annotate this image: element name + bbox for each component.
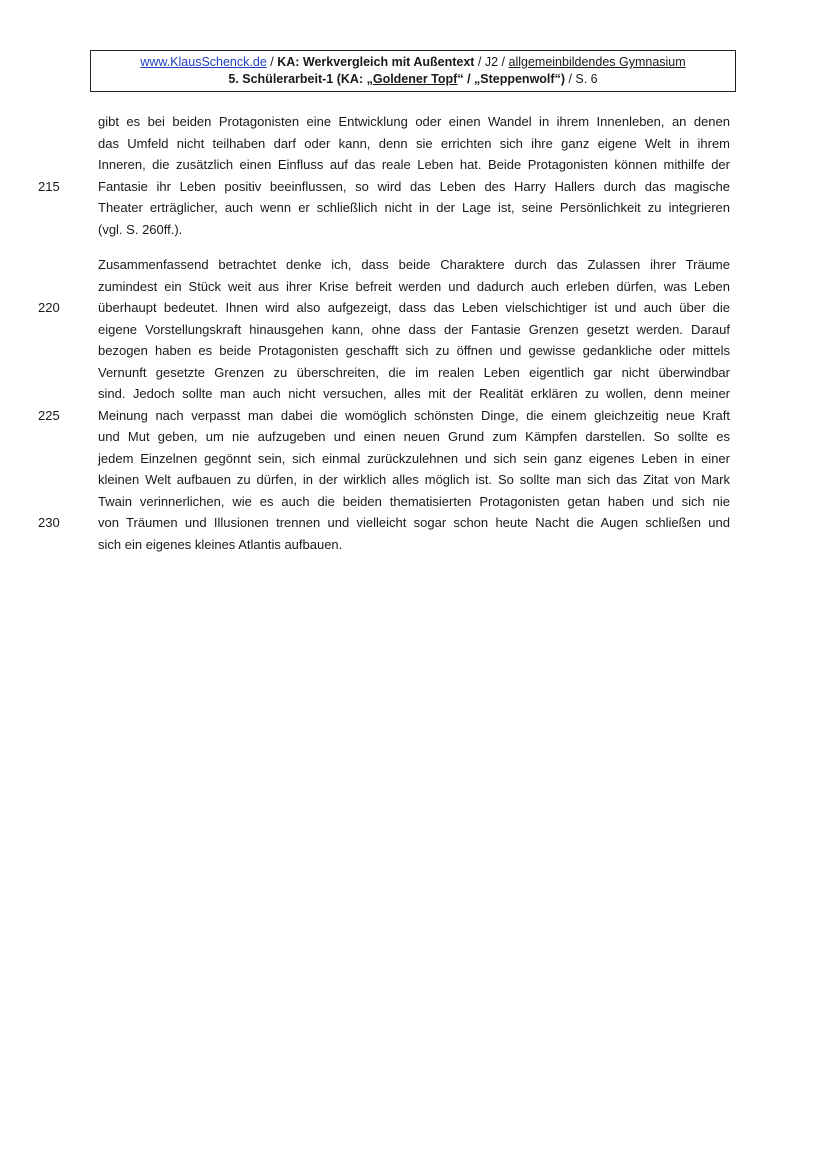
- header-page-number: / S. 6: [564, 72, 598, 86]
- line-text: Twain verinnerlichen, wie es auch die beiden thematisierten Protagonisten getan haben und sich nie: [98, 493, 730, 509]
- header-title-prefix: 5. Schülerarbeit-1 (KA: „: [228, 72, 373, 86]
- header-separator: /: [266, 55, 278, 69]
- line-number: 225: [38, 407, 60, 423]
- line-text: kleinen Welt aufbauen zu dürfen, in der wirklich alles möglich ist. So sollte man sich das Zitat von Mark: [98, 472, 730, 487]
- text-line: [98, 254, 730, 276]
- text-line: [98, 111, 730, 133]
- line-text: gibt es bei beiden Protagonisten eine Entwicklung oder einen Wandel in ihrem Innenleben, an denen: [98, 114, 730, 129]
- line-text: überhaupt bedeutet. Ihnen wird also aufgezeigt, dass das Leben vielschichtiger ist und auch über die: [98, 300, 730, 315]
- text-line: [98, 219, 730, 241]
- header-work-2: “ / „Steppenwolf“): [457, 72, 565, 86]
- text-line: [38, 405, 730, 427]
- site-link[interactable]: www.KlausSchenck.de: [140, 55, 267, 69]
- line-text: zumindest ein Stück weit aus ihrer Krise befreit werden und dadurch auch erleben dürfen, was Leben: [98, 278, 730, 294]
- text-line: [98, 362, 730, 384]
- line-text: und Mut geben, um nie aufzugeben und einen neuen Grund zum Kämpfen darstellen. So sollte es: [98, 429, 730, 444]
- line-text: von Träumen und Illusionen trennen und vielleicht sogar schon heute Nacht die Augen schließen und: [98, 515, 730, 530]
- line-number: 215: [38, 178, 60, 194]
- header-grade: / J2 /: [474, 55, 509, 69]
- line-number: 230: [38, 515, 60, 530]
- line-text: Fantasie ihr Leben positiv beeinflussen, so wird das Leben des Harry Hallers durch das magische: [98, 178, 730, 194]
- text-line: [98, 448, 730, 470]
- text-line: [98, 534, 730, 556]
- line-text: Inneren, die zusätzlich einen Einfluss auf das reale Leben hat. Beide Protagonisten können mithilfe der: [98, 157, 730, 172]
- line-text: Theater erträglicher, auch wenn er schließlich nicht in der Lage ist, seine Persönlichkeit zu integrieren: [98, 200, 730, 215]
- line-text: Meinung nach verpasst man dabei die womöglich schönsten Dinge, die einem gleichzeitig neue Kraft: [98, 407, 730, 423]
- line-text: eigene Vorstellungskraft hinausgehen kann, ohne dass der Fantasie Grenzen gesetzt werden. Darauf: [98, 321, 730, 337]
- header-line-2: [91, 71, 735, 88]
- line-text: (vgl. S. 260ff.).: [98, 221, 183, 237]
- paragraph-gap: [98, 240, 730, 254]
- line-text: sind. Jedoch sollte man auch nicht versuchen, alles mit der Realität erklären zu wollen, denn meiner: [98, 386, 730, 401]
- text-line: [98, 340, 730, 362]
- text-line: [98, 491, 730, 513]
- text-line: [98, 383, 730, 405]
- line-number: 220: [38, 300, 60, 315]
- text-line: [98, 154, 730, 176]
- text-line: [98, 319, 730, 341]
- header-exam-type: KA: Werkvergleich mit Außentext: [277, 55, 475, 69]
- header-school-type: allgemeinbildendes Gymnasium: [508, 55, 686, 69]
- text-line: [38, 176, 730, 198]
- line-text: das Umfeld nicht teilhaben darf oder kann, denn sie errichten sich ihre ganz eigene Welt in ihrem: [98, 135, 730, 151]
- text-line: [98, 426, 730, 448]
- line-text: sich ein eigenes kleines Atlantis aufbauen.: [98, 536, 343, 552]
- page-header: [90, 50, 736, 92]
- line-text: jedem Einzelnen gegönnt sein, sich einmal zurückzulehnen und sich sein ganz eigenes Leben in einer: [98, 450, 730, 466]
- paragraph: [38, 254, 730, 555]
- header-work-1: Goldener Topf: [372, 72, 458, 86]
- text-line: [98, 133, 730, 155]
- paragraph: [38, 111, 730, 240]
- line-text: Zusammenfassend betrachtet denke ich, dass beide Charaktere durch das Zulassen ihrer Träume: [98, 257, 730, 272]
- text-line: [38, 512, 730, 534]
- text-line: [98, 469, 730, 491]
- text-line: [98, 276, 730, 298]
- line-text: Vernunft gesetzte Grenzen zu überschreiten, die im realen Leben eigentlich gar nicht überwindbar: [98, 364, 730, 380]
- text-line: [98, 197, 730, 219]
- essay-body: [38, 111, 730, 555]
- line-text: bezogen haben es beide Protagonisten geschafft sich zu öffnen und gewisse gedankliche oder mittels: [98, 343, 730, 358]
- header-line-1: [91, 54, 735, 71]
- text-line: [38, 297, 730, 319]
